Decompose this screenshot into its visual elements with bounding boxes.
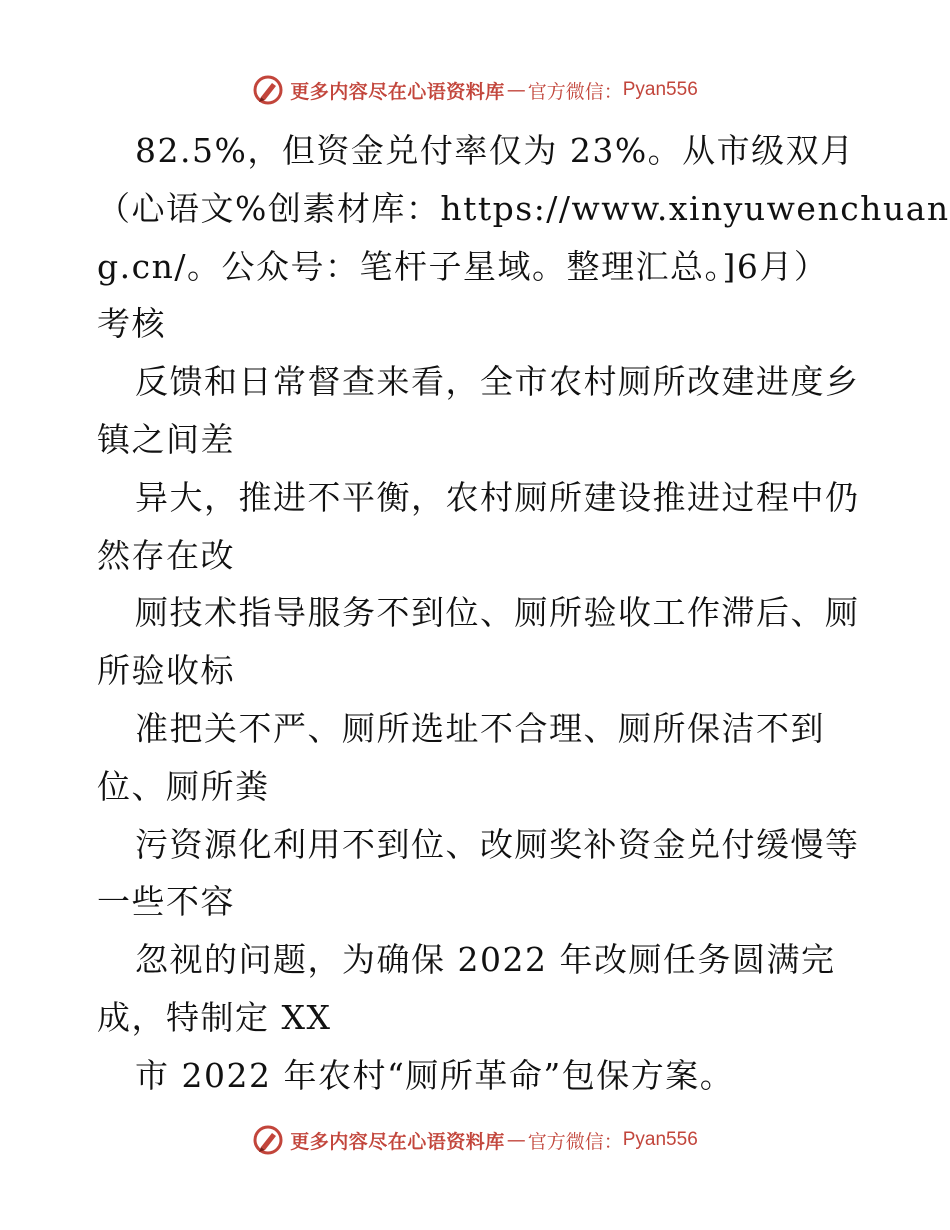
body-line: 成，特制定 XX	[97, 997, 332, 1037]
body-line: 反馈和日常督查来看，全市农村厕所改建进度乡	[135, 362, 860, 402]
body-line: 污资源化利用不到位、改厕奖补资金兑付缓慢等	[135, 824, 860, 864]
body-line: 一些不容	[97, 882, 235, 922]
body-line: 准把关不严、厕所选址不合理、厕所保洁不到	[135, 708, 825, 748]
banner-wechat-label: 官方微信：	[527, 1130, 623, 1153]
header-banner	[0, 70, 950, 110]
body-line: 考核	[97, 304, 166, 344]
body-line: g.cn/。公众号：笔杆子星域。整理汇总。]6月）	[97, 246, 829, 286]
body-line: 然存在改	[97, 535, 235, 575]
footer-banner	[0, 1120, 950, 1160]
banner-site-text: 更多内容尽在心语资料库	[290, 1130, 505, 1153]
banner-wechat-id: Pyan556	[622, 1129, 698, 1150]
body-line: 82.5%，但资金兑付率仅为 23%。从市级双月	[135, 131, 855, 170]
body-line: 市 2022 年农村“厕所革命”包保方案。	[135, 1055, 735, 1095]
banner-wechat-id: Pyan556	[622, 79, 698, 100]
body-line: 所验收标	[97, 651, 235, 691]
body-line: 位、厕所粪	[97, 766, 270, 806]
body-line: 厕技术指导服务不到位、厕所验收工作滞后、厕	[135, 593, 860, 633]
banner-dash: —	[506, 79, 526, 101]
body-line: 忽视的问题，为确保 2022 年改厕任务圆满完	[135, 940, 836, 980]
banner-dash: —	[506, 1129, 526, 1151]
banner-wechat-label: 官方微信：	[527, 80, 623, 103]
pen-logo-icon	[252, 74, 284, 106]
document-body	[97, 122, 950, 1105]
body-line: 镇之间差	[97, 419, 235, 459]
body-line: （心语文%创素材库：https://www.xinyuwenchuan	[97, 188, 950, 228]
body-line: 异大，推进不平衡，农村厕所建设推进过程中仍	[135, 477, 860, 517]
banner-site-text: 更多内容尽在心语资料库	[290, 80, 505, 103]
pen-logo-icon	[252, 1124, 284, 1156]
